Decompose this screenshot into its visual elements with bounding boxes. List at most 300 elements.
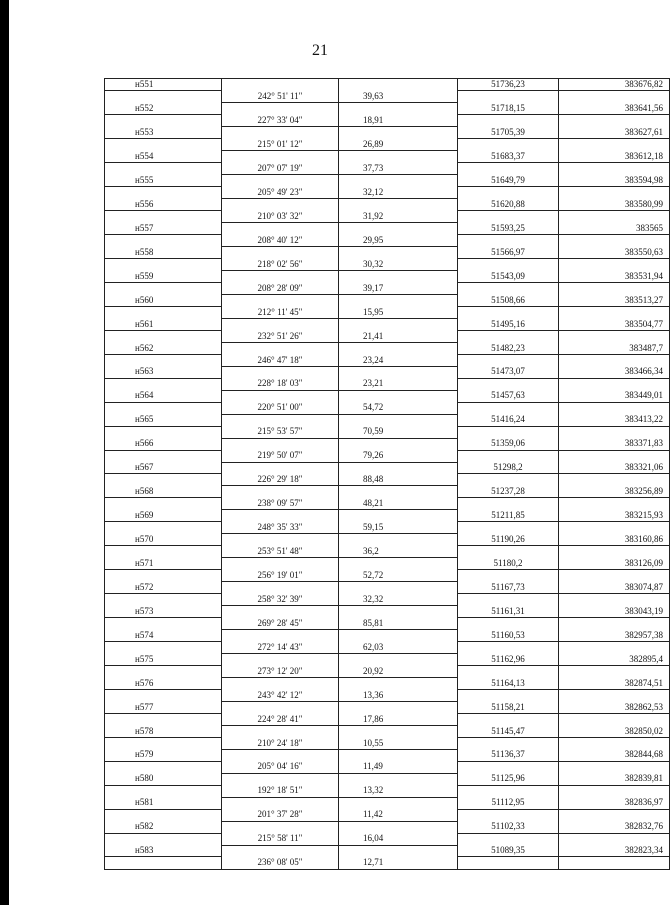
segment-distance: 59,15 xyxy=(339,522,458,534)
empty-cell xyxy=(339,366,458,378)
point-row xyxy=(105,749,670,761)
empty-cell xyxy=(339,701,458,713)
segment-row xyxy=(105,450,670,462)
empty-cell xyxy=(458,163,559,175)
point-name: н560 xyxy=(105,294,222,306)
empty-cell xyxy=(222,127,339,139)
coordinate-x: 51180,2 xyxy=(458,558,559,570)
empty-cell xyxy=(222,247,339,259)
empty-cell xyxy=(339,486,458,498)
segment-distance: 15,95 xyxy=(339,306,458,318)
coordinate-x: 51160,53 xyxy=(458,630,559,642)
segment-row xyxy=(105,857,670,869)
empty-cell xyxy=(458,91,559,103)
segment-distance: 16,04 xyxy=(339,833,458,845)
coordinate-y: 383126,09 xyxy=(559,558,670,570)
point-row xyxy=(105,223,670,235)
empty-cell xyxy=(222,534,339,546)
empty-cell xyxy=(339,175,458,187)
segment-row xyxy=(105,282,670,294)
direction-angle: 201° 37' 28" xyxy=(222,809,339,821)
empty-cell xyxy=(458,713,559,725)
empty-cell xyxy=(339,414,458,426)
direction-angle: 224° 28' 41" xyxy=(222,713,339,725)
coordinate-y: 382839,81 xyxy=(559,773,670,785)
coordinate-y: 383160,86 xyxy=(559,534,670,546)
coordinate-y: 383513,27 xyxy=(559,294,670,306)
point-name: н576 xyxy=(105,677,222,689)
direction-angle: 246° 47' 18" xyxy=(222,354,339,366)
coordinate-x: 51112,95 xyxy=(458,797,559,809)
coordinate-y: 382823,34 xyxy=(559,845,670,857)
point-row xyxy=(105,654,670,666)
empty-cell xyxy=(559,474,670,486)
coordinate-x: 51566,97 xyxy=(458,247,559,259)
empty-cell xyxy=(105,474,222,486)
coordinate-x: 51162,96 xyxy=(458,654,559,666)
coordinate-x: 51211,85 xyxy=(458,510,559,522)
segment-row xyxy=(105,498,670,510)
coordinate-x: 51593,25 xyxy=(458,223,559,235)
point-name: н559 xyxy=(105,271,222,283)
point-row xyxy=(105,199,670,211)
empty-cell xyxy=(458,426,559,438)
segment-row xyxy=(105,187,670,199)
coordinate-y: 383215,93 xyxy=(559,510,670,522)
empty-cell xyxy=(339,127,458,139)
empty-cell xyxy=(105,91,222,103)
coordinate-y: 383612,18 xyxy=(559,151,670,163)
segment-row xyxy=(105,833,670,845)
empty-cell xyxy=(458,761,559,773)
empty-cell xyxy=(222,199,339,211)
empty-cell xyxy=(339,606,458,618)
segment-distance: 36,2 xyxy=(339,546,458,558)
empty-cell xyxy=(559,91,670,103)
point-name: н567 xyxy=(105,462,222,474)
empty-cell xyxy=(339,749,458,761)
direction-angle: 215° 53' 57" xyxy=(222,426,339,438)
coordinate-y: 383550,63 xyxy=(559,247,670,259)
empty-cell xyxy=(559,402,670,414)
coordinate-x: 51649,79 xyxy=(458,175,559,187)
point-name: н579 xyxy=(105,749,222,761)
segment-row xyxy=(105,689,670,701)
coordinate-y: 383676,82 xyxy=(559,79,670,91)
coordinate-x: 51620,88 xyxy=(458,199,559,211)
empty-cell xyxy=(559,306,670,318)
segment-distance: 23,21 xyxy=(339,378,458,390)
empty-cell xyxy=(559,713,670,725)
segment-row xyxy=(105,259,670,271)
segment-distance: 11,42 xyxy=(339,809,458,821)
empty-cell xyxy=(559,282,670,294)
segment-distance: 31,92 xyxy=(339,211,458,223)
point-row xyxy=(105,510,670,522)
direction-angle: 242° 51' 11" xyxy=(222,91,339,103)
empty-cell xyxy=(339,797,458,809)
coordinate-x: 51718,15 xyxy=(458,103,559,115)
direction-angle: 236° 08' 05" xyxy=(222,857,339,869)
point-row xyxy=(105,414,670,426)
segment-distance: 88,48 xyxy=(339,474,458,486)
direction-angle: 238° 09' 57" xyxy=(222,498,339,510)
empty-cell xyxy=(339,558,458,570)
empty-cell xyxy=(559,378,670,390)
point-name: н569 xyxy=(105,510,222,522)
segment-row xyxy=(105,426,670,438)
empty-cell xyxy=(105,402,222,414)
empty-cell xyxy=(339,271,458,283)
coordinate-x: 51416,24 xyxy=(458,414,559,426)
empty-cell xyxy=(339,630,458,642)
empty-cell xyxy=(458,522,559,534)
empty-cell xyxy=(222,677,339,689)
point-name: н565 xyxy=(105,414,222,426)
coordinate-y: 383321,06 xyxy=(559,462,670,474)
point-row xyxy=(105,247,670,259)
empty-cell xyxy=(458,235,559,247)
empty-cell xyxy=(559,857,670,869)
coordinate-y: 383043,19 xyxy=(559,606,670,618)
coordinates-table-body xyxy=(105,79,670,870)
empty-cell xyxy=(105,689,222,701)
point-row xyxy=(105,390,670,402)
empty-cell xyxy=(105,235,222,247)
point-name: н566 xyxy=(105,438,222,450)
empty-cell xyxy=(339,582,458,594)
empty-cell xyxy=(105,546,222,558)
direction-angle: 228° 18' 03" xyxy=(222,378,339,390)
empty-cell xyxy=(222,797,339,809)
coordinate-x: 51473,07 xyxy=(458,366,559,378)
empty-cell xyxy=(105,642,222,654)
empty-cell xyxy=(105,737,222,749)
coordinate-y: 383371,83 xyxy=(559,438,670,450)
point-name: н554 xyxy=(105,151,222,163)
coordinate-y: 383074,87 xyxy=(559,582,670,594)
empty-cell xyxy=(105,306,222,318)
direction-angle: 208° 40' 12" xyxy=(222,235,339,247)
coordinate-y: 382957,38 xyxy=(559,630,670,642)
empty-cell xyxy=(559,594,670,606)
empty-cell xyxy=(559,809,670,821)
coordinate-x: 51543,09 xyxy=(458,271,559,283)
empty-cell xyxy=(458,330,559,342)
coordinate-x: 51508,66 xyxy=(458,294,559,306)
empty-cell xyxy=(222,486,339,498)
point-name: н551 xyxy=(105,79,222,91)
empty-cell xyxy=(458,259,559,271)
empty-cell xyxy=(458,642,559,654)
segment-distance: 13,32 xyxy=(339,785,458,797)
segment-row xyxy=(105,211,670,223)
empty-cell xyxy=(222,342,339,354)
point-name: н582 xyxy=(105,821,222,833)
coordinate-y: 382874,51 xyxy=(559,677,670,689)
point-name: н558 xyxy=(105,247,222,259)
coordinates-table xyxy=(104,78,670,870)
empty-cell xyxy=(339,773,458,785)
segment-row xyxy=(105,330,670,342)
point-name: н557 xyxy=(105,223,222,235)
direction-angle: 232° 51' 26" xyxy=(222,330,339,342)
segment-distance: 29,95 xyxy=(339,235,458,247)
empty-cell xyxy=(559,665,670,677)
point-row xyxy=(105,845,670,857)
empty-cell xyxy=(222,294,339,306)
segment-row xyxy=(105,665,670,677)
coordinate-y: 383531,94 xyxy=(559,271,670,283)
empty-cell xyxy=(559,642,670,654)
empty-cell xyxy=(105,594,222,606)
point-name: н564 xyxy=(105,390,222,402)
direction-angle: 248° 35' 33" xyxy=(222,522,339,534)
coordinate-x: 51683,37 xyxy=(458,151,559,163)
empty-cell xyxy=(458,809,559,821)
empty-cell xyxy=(339,654,458,666)
point-name: н556 xyxy=(105,199,222,211)
empty-cell xyxy=(105,115,222,127)
empty-cell xyxy=(559,259,670,271)
coordinate-y: 383565 xyxy=(559,223,670,235)
coordinate-x: 51164,13 xyxy=(458,677,559,689)
coordinate-x: 51190,26 xyxy=(458,534,559,546)
segment-row xyxy=(105,522,670,534)
point-name: н571 xyxy=(105,558,222,570)
direction-angle: 220° 51' 00" xyxy=(222,402,339,414)
empty-cell xyxy=(339,199,458,211)
point-row xyxy=(105,773,670,785)
point-row xyxy=(105,175,670,187)
empty-cell xyxy=(105,522,222,534)
point-row xyxy=(105,342,670,354)
segment-row xyxy=(105,91,670,103)
empty-cell xyxy=(559,163,670,175)
coordinate-y: 383641,56 xyxy=(559,103,670,115)
empty-cell xyxy=(458,378,559,390)
segment-distance: 79,26 xyxy=(339,450,458,462)
direction-angle: 215° 58' 11" xyxy=(222,833,339,845)
segment-row xyxy=(105,139,670,151)
empty-cell xyxy=(222,223,339,235)
coordinate-y: 382850,02 xyxy=(559,725,670,737)
segment-distance: 85,81 xyxy=(339,618,458,630)
coordinate-y: 383594,98 xyxy=(559,175,670,187)
direction-angle: 219° 50' 07" xyxy=(222,450,339,462)
empty-cell xyxy=(339,438,458,450)
direction-angle: 192° 18' 51" xyxy=(222,785,339,797)
empty-cell xyxy=(559,115,670,127)
empty-cell xyxy=(559,498,670,510)
segment-row xyxy=(105,235,670,247)
coordinate-x: 51298,2 xyxy=(458,462,559,474)
segment-distance: 37,73 xyxy=(339,163,458,175)
empty-cell xyxy=(222,606,339,618)
segment-row xyxy=(105,713,670,725)
empty-cell xyxy=(339,318,458,330)
empty-cell xyxy=(458,450,559,462)
empty-cell xyxy=(458,474,559,486)
empty-cell xyxy=(339,294,458,306)
point-name: н562 xyxy=(105,342,222,354)
segment-row xyxy=(105,474,670,486)
segment-distance: 12,71 xyxy=(339,857,458,869)
empty-cell xyxy=(222,79,339,91)
segment-distance: 26,89 xyxy=(339,139,458,151)
empty-cell xyxy=(222,510,339,522)
empty-cell xyxy=(222,845,339,857)
point-name: н568 xyxy=(105,486,222,498)
empty-cell xyxy=(105,498,222,510)
segment-distance: 23,24 xyxy=(339,354,458,366)
empty-cell xyxy=(559,139,670,151)
empty-cell xyxy=(458,115,559,127)
empty-cell xyxy=(339,223,458,235)
direction-angle: 208° 28' 09" xyxy=(222,282,339,294)
coordinate-x: 51705,39 xyxy=(458,127,559,139)
empty-cell xyxy=(559,546,670,558)
empty-cell xyxy=(105,426,222,438)
empty-cell xyxy=(559,761,670,773)
coordinate-y: 383256,89 xyxy=(559,486,670,498)
coordinate-x: 51495,16 xyxy=(458,318,559,330)
empty-cell xyxy=(559,737,670,749)
empty-cell xyxy=(105,665,222,677)
empty-cell xyxy=(559,426,670,438)
empty-cell xyxy=(339,677,458,689)
point-row xyxy=(105,438,670,450)
segment-row xyxy=(105,761,670,773)
point-row xyxy=(105,558,670,570)
point-name: н553 xyxy=(105,127,222,139)
segment-row xyxy=(105,642,670,654)
point-name: н563 xyxy=(105,366,222,378)
coordinate-y: 383580,99 xyxy=(559,199,670,211)
coordinate-x: 51089,35 xyxy=(458,845,559,857)
segment-distance: 18,91 xyxy=(339,115,458,127)
direction-angle: 253° 51' 48" xyxy=(222,546,339,558)
empty-cell xyxy=(458,211,559,223)
segment-row xyxy=(105,163,670,175)
point-row xyxy=(105,271,670,283)
direction-angle: 269° 28' 45" xyxy=(222,618,339,630)
empty-cell xyxy=(222,462,339,474)
direction-angle: 205° 04' 16" xyxy=(222,761,339,773)
empty-cell xyxy=(339,103,458,115)
empty-cell xyxy=(105,139,222,151)
point-name: н575 xyxy=(105,654,222,666)
empty-cell xyxy=(222,438,339,450)
coordinate-y: 382862,53 xyxy=(559,701,670,713)
empty-cell xyxy=(458,618,559,630)
point-name: н572 xyxy=(105,582,222,594)
empty-cell xyxy=(105,570,222,582)
empty-cell xyxy=(339,845,458,857)
empty-cell xyxy=(339,534,458,546)
coordinate-x: 51482,23 xyxy=(458,342,559,354)
coordinate-x: 51167,73 xyxy=(458,582,559,594)
direction-angle: 218° 02' 56" xyxy=(222,259,339,271)
segment-distance: 48,21 xyxy=(339,498,458,510)
empty-cell xyxy=(339,390,458,402)
point-row xyxy=(105,606,670,618)
segment-row xyxy=(105,618,670,630)
coordinate-x: 51161,31 xyxy=(458,606,559,618)
segment-row xyxy=(105,115,670,127)
empty-cell xyxy=(458,546,559,558)
direction-angle: 212° 11' 45" xyxy=(222,306,339,318)
empty-cell xyxy=(559,211,670,223)
point-row xyxy=(105,79,670,91)
empty-cell xyxy=(458,594,559,606)
point-row xyxy=(105,103,670,115)
segment-row xyxy=(105,354,670,366)
empty-cell xyxy=(339,510,458,522)
segment-row xyxy=(105,378,670,390)
segment-distance: 21,41 xyxy=(339,330,458,342)
direction-angle: 210° 24' 18" xyxy=(222,737,339,749)
direction-angle: 258° 32' 39" xyxy=(222,594,339,606)
scan-binding-edge xyxy=(0,0,9,905)
empty-cell xyxy=(222,773,339,785)
point-row xyxy=(105,318,670,330)
point-name: н577 xyxy=(105,701,222,713)
point-name: н574 xyxy=(105,630,222,642)
segment-distance: 13,36 xyxy=(339,689,458,701)
point-name: н573 xyxy=(105,606,222,618)
empty-cell xyxy=(222,271,339,283)
coordinate-y: 382832,76 xyxy=(559,821,670,833)
coordinate-y: 383449,01 xyxy=(559,390,670,402)
empty-cell xyxy=(458,187,559,199)
direction-angle: 205° 49' 23" xyxy=(222,187,339,199)
segment-row xyxy=(105,306,670,318)
empty-cell xyxy=(222,749,339,761)
empty-cell xyxy=(222,151,339,163)
empty-cell xyxy=(339,151,458,163)
empty-cell xyxy=(105,761,222,773)
coordinate-y: 382836,97 xyxy=(559,797,670,809)
direction-angle: 210° 03' 32" xyxy=(222,211,339,223)
empty-cell xyxy=(458,306,559,318)
empty-cell xyxy=(559,354,670,366)
empty-cell xyxy=(222,558,339,570)
empty-cell xyxy=(458,833,559,845)
point-row xyxy=(105,127,670,139)
segment-distance: 32,12 xyxy=(339,187,458,199)
coordinate-x: 51457,63 xyxy=(458,390,559,402)
direction-angle: 256° 19' 01" xyxy=(222,570,339,582)
segment-distance: 39,17 xyxy=(339,282,458,294)
segment-row xyxy=(105,737,670,749)
empty-cell xyxy=(105,450,222,462)
empty-cell xyxy=(105,163,222,175)
empty-cell xyxy=(559,570,670,582)
point-name: н583 xyxy=(105,845,222,857)
empty-cell xyxy=(105,809,222,821)
empty-cell xyxy=(458,402,559,414)
segment-distance: 70,59 xyxy=(339,426,458,438)
segment-row xyxy=(105,809,670,821)
coordinate-x: 51125,96 xyxy=(458,773,559,785)
segment-row xyxy=(105,594,670,606)
empty-cell xyxy=(222,630,339,642)
coordinate-x: 51158,21 xyxy=(458,701,559,713)
point-row xyxy=(105,462,670,474)
empty-cell xyxy=(559,330,670,342)
coordinate-y: 382895,4 xyxy=(559,654,670,666)
